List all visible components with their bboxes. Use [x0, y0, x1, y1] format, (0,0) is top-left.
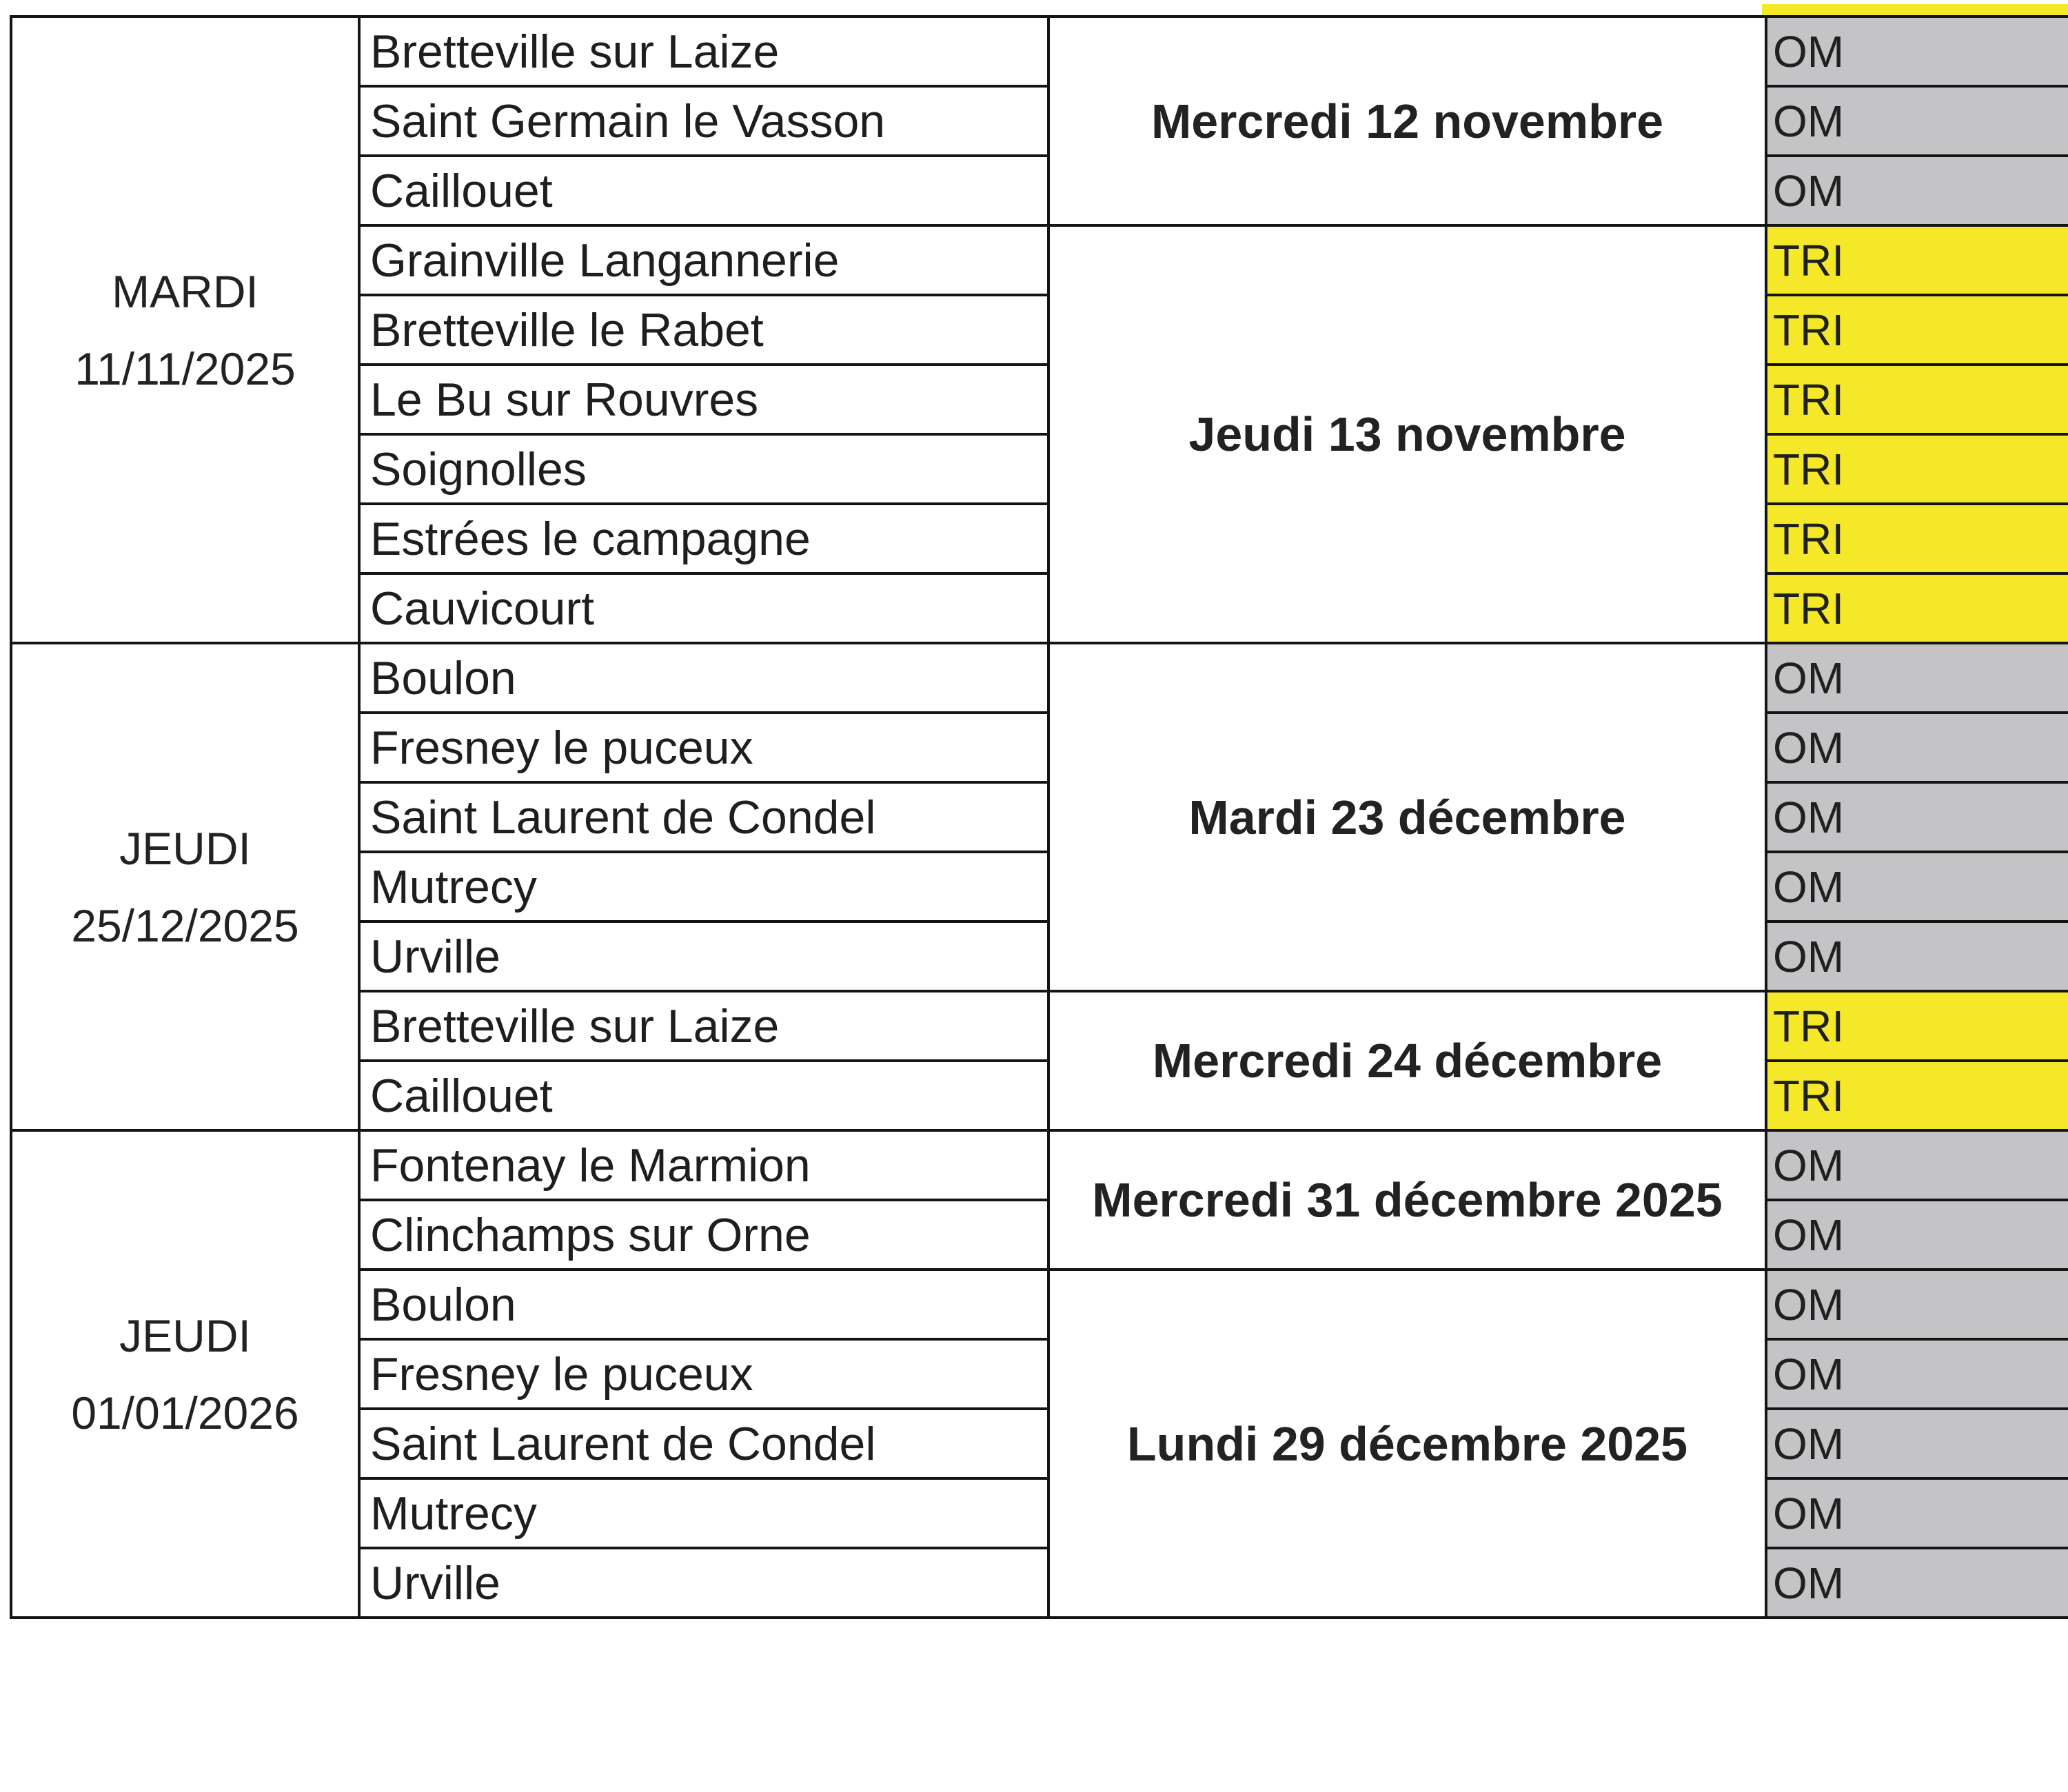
commune-name: Caillouet	[359, 156, 1048, 225]
holiday-day: JEUDI	[119, 1310, 251, 1361]
commune-name: Grainville Langannerie	[359, 225, 1048, 295]
om-badge: OM	[1766, 17, 2068, 86]
commune-name: Mutrecy	[359, 852, 1048, 922]
commune-name: Bretteville sur Laize	[359, 17, 1048, 86]
commune-name: Fresney le puceux	[359, 1339, 1048, 1409]
holiday-cell	[11, 1130, 359, 1618]
replacement-date: Jeudi 13 novembre	[1048, 225, 1766, 643]
commune-name: Saint Laurent de Condel	[359, 782, 1048, 852]
holiday-cell	[11, 643, 359, 1130]
schedule-table	[10, 15, 2068, 1619]
om-badge: OM	[1766, 1270, 2068, 1339]
om-badge: OM	[1766, 1130, 2068, 1200]
commune-name: Clinchamps sur Orne	[359, 1200, 1048, 1270]
table-row	[11, 1130, 2068, 1200]
om-badge: OM	[1766, 156, 2068, 225]
om-badge: OM	[1766, 713, 2068, 782]
tri-badge: TRI	[1766, 991, 2068, 1061]
commune-name: Mutrecy	[359, 1478, 1048, 1548]
commune-name: Cauvicourt	[359, 573, 1048, 643]
om-badge: OM	[1766, 1409, 2068, 1478]
commune-name: Boulon	[359, 643, 1048, 713]
om-badge: OM	[1766, 1478, 2068, 1548]
commune-name: Caillouet	[359, 1061, 1048, 1130]
replacement-date: Mercredi 12 novembre	[1048, 17, 1766, 225]
collection-schedule	[10, 15, 2068, 1619]
tri-badge: TRI	[1766, 225, 2068, 295]
tri-badge: TRI	[1766, 295, 2068, 365]
replacement-date: Mercredi 31 décembre 2025	[1048, 1130, 1766, 1270]
holiday-cell	[11, 17, 359, 643]
om-badge: OM	[1766, 852, 2068, 922]
tri-badge: TRI	[1766, 365, 2068, 434]
commune-name: Estrées le campagne	[359, 504, 1048, 573]
om-badge: OM	[1766, 643, 2068, 713]
tri-badge: TRI	[1766, 1061, 2068, 1130]
previous-row-edge	[10, 0, 2068, 17]
commune-name: Boulon	[359, 1270, 1048, 1339]
commune-name: Soignolles	[359, 434, 1048, 504]
table-row	[11, 17, 2068, 86]
holiday-day: MARDI	[112, 265, 258, 317]
commune-name: Saint Laurent de Condel	[359, 1409, 1048, 1478]
commune-name: Urville	[359, 922, 1048, 991]
commune-name: Saint Germain le Vasson	[359, 86, 1048, 156]
holiday-day: JEUDI	[119, 822, 251, 874]
om-badge: OM	[1766, 86, 2068, 156]
commune-name: Urville	[359, 1548, 1048, 1618]
commune-name: Fresney le puceux	[359, 713, 1048, 782]
commune-name: Le Bu sur Rouvres	[359, 365, 1048, 434]
holiday-date: 01/01/2026	[71, 1387, 299, 1438]
schedule-body	[11, 17, 2068, 1618]
commune-name: Bretteville le Rabet	[359, 295, 1048, 365]
replacement-date: Lundi 29 décembre 2025	[1048, 1270, 1766, 1618]
tri-badge: TRI	[1766, 573, 2068, 643]
om-badge: OM	[1766, 1548, 2068, 1618]
om-badge: OM	[1766, 922, 2068, 991]
om-badge: OM	[1766, 1339, 2068, 1409]
replacement-date: Mardi 23 décembre	[1048, 643, 1766, 991]
holiday-date: 11/11/2025	[74, 343, 296, 394]
tri-badge: TRI	[1766, 434, 2068, 504]
tri-badge: TRI	[1766, 504, 2068, 573]
om-badge: OM	[1766, 1200, 2068, 1270]
table-row	[11, 643, 2068, 713]
holiday-date: 25/12/2025	[71, 899, 299, 951]
replacement-date: Mercredi 24 décembre	[1048, 991, 1766, 1130]
commune-name: Bretteville sur Laize	[359, 991, 1048, 1061]
om-badge: OM	[1766, 782, 2068, 852]
commune-name: Fontenay le Marmion	[359, 1130, 1048, 1200]
